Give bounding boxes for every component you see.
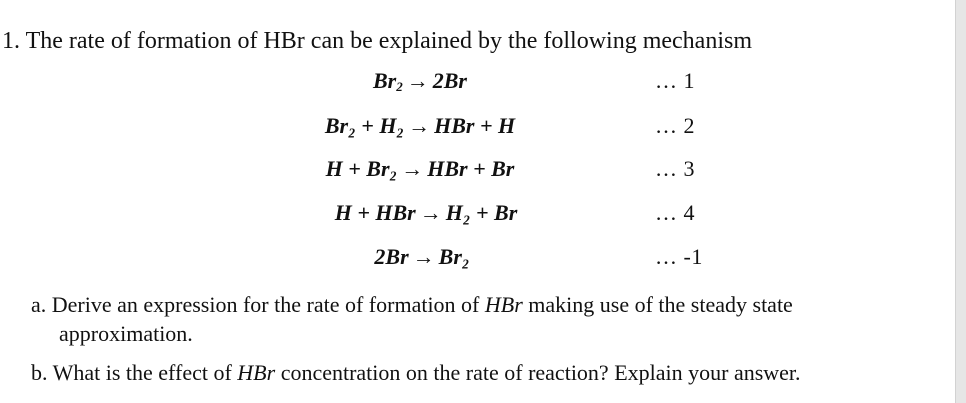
mechanism-step-3 <box>326 156 515 182</box>
part-a-term: HBr <box>484 292 523 317</box>
scrollbar[interactable] <box>955 0 966 403</box>
part-a-suffix: making use of the steady state <box>522 292 793 317</box>
mechanism-step-4 <box>335 200 518 226</box>
question-title: 1. The rate of formation of HBr can be explained by the following mechanism <box>2 28 752 54</box>
mechanism-step-1 <box>373 68 467 95</box>
part-a-question <box>31 292 793 318</box>
reactant: $Br_2$ <box>373 68 403 94</box>
arrow-icon: → <box>406 68 429 93</box>
step-label-1: … 1 <box>655 68 695 93</box>
arrow-icon: → <box>408 113 431 138</box>
part-b-prefix: b. What is the effect of <box>31 360 238 385</box>
reactant: H + HBr <box>334 200 416 225</box>
part-b-suffix: concentration on the rate of reaction? Explain your answer. <box>275 360 801 385</box>
arrow-icon: → <box>401 156 424 181</box>
product: H₂ + Br <box>445 200 518 225</box>
part-a-prefix: a. Derive an expression for the rate of formation of <box>31 292 485 317</box>
arrow-icon: → <box>412 244 435 269</box>
step-label-3: … 3 <box>655 156 695 181</box>
part-b-term: HBr <box>237 360 276 385</box>
step-label-4: … 4 <box>655 200 695 225</box>
product: HBr + H <box>434 113 516 138</box>
step-label-2: … 2 <box>655 113 695 138</box>
reactant: H + Br₂ <box>325 156 398 181</box>
part-b-question <box>31 360 801 386</box>
product: Br₂ <box>438 244 470 269</box>
mechanism-step-reverse-1 <box>374 244 469 270</box>
step-label-reverse-1: … -1 <box>655 244 703 269</box>
arrow-icon: → <box>419 200 442 225</box>
part-a-line2: approximation. <box>59 321 193 346</box>
reactant: Br₂ + H₂ <box>324 113 405 138</box>
product: 2Br <box>432 68 467 93</box>
reactant: 2Br <box>374 244 409 269</box>
mechanism-step-2 <box>325 113 515 139</box>
product: HBr + Br <box>427 156 515 181</box>
